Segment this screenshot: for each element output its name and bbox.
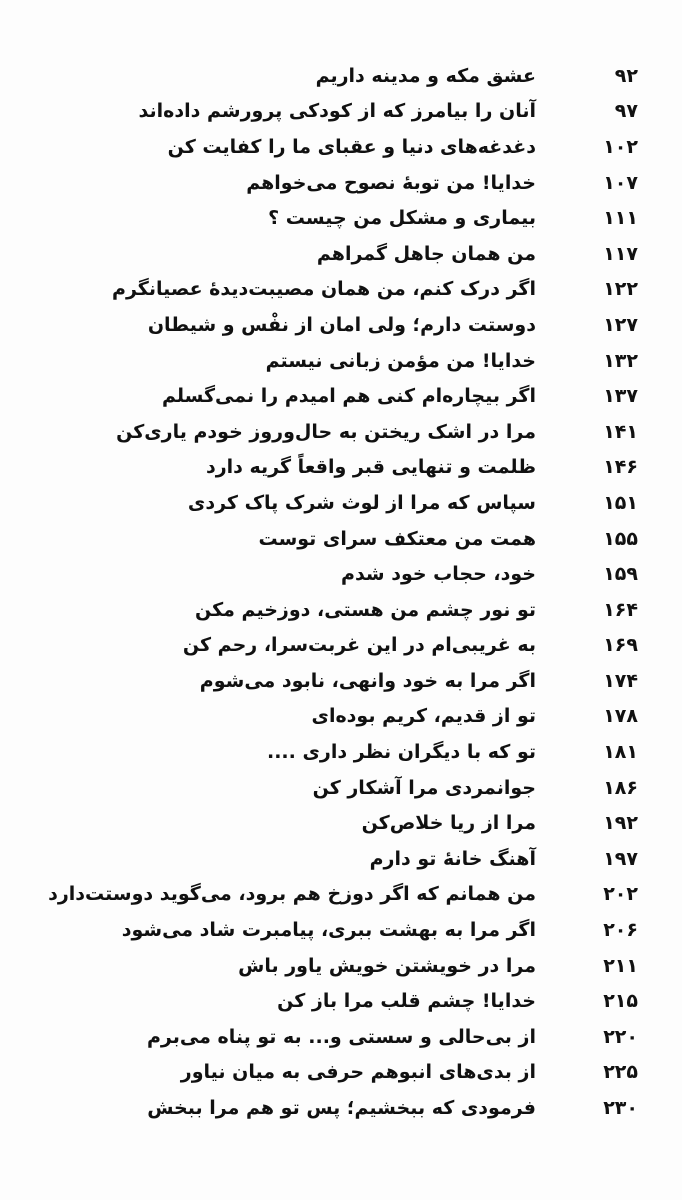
toc-entry <box>82 663 642 699</box>
toc-entry <box>82 236 642 272</box>
toc-page-number: ۱۷۸ <box>603 705 638 728</box>
toc-entry <box>82 841 642 877</box>
toc-page-number: ۱۰۲ <box>603 135 638 158</box>
toc-entry-title: دوستت دارم؛ ولی امان از نفْس و شیطان <box>147 313 536 336</box>
toc-page-number: ۱۳۷ <box>603 385 638 408</box>
toc-page-number: ۱۵۵ <box>603 527 638 550</box>
toc-entry <box>82 94 642 130</box>
toc-entry-title: اگر درک کنم، من همان مصیبت‌دیدهٔ عصیانگرم <box>112 278 536 301</box>
toc-page-number: ۱۵۱ <box>603 491 638 514</box>
toc-page-number: ۱۴۱ <box>603 420 638 443</box>
toc-page-number: ۱۶۹ <box>603 634 638 657</box>
toc-entry-title: مرا در اشک ریختن به حال‌وروز خودم یاری‌کن <box>116 420 536 443</box>
toc-page-number: ۲۰۶ <box>603 919 638 942</box>
toc-entry <box>82 165 642 201</box>
toc-page-number: ۱۲۷ <box>603 313 638 336</box>
toc-entry <box>82 556 642 592</box>
toc-entry-title: اگر بیچاره‌ام کنی هم امیدم را نمی‌گسلم <box>162 385 536 408</box>
toc-entry <box>82 307 642 343</box>
toc-entry-title: مرا در خویشتن خویش یاور باش <box>238 954 536 977</box>
toc-entry-title: تو که با دیگران نظر داری .... <box>266 741 536 764</box>
toc-entry <box>82 414 642 450</box>
toc-entry-title: از بدی‌های انبوهم حرفی به میان نیاور <box>180 1061 536 1084</box>
toc-entry <box>82 450 642 486</box>
toc-entry-title: از بی‌حالی و سستی و... به تو پناه می‌برم <box>147 1025 536 1048</box>
toc-entry-title: بیماری و مشکل من چیست ؟ <box>268 207 536 230</box>
toc-entry-title: اگر مرا به خود وانهی، نابود می‌شوم <box>199 669 536 692</box>
toc-entry <box>82 592 642 628</box>
toc-entry <box>82 1055 642 1091</box>
toc-entry-title: اگر مرا به بهشت ببری، پیامبرت شاد می‌شود <box>121 919 536 942</box>
toc-entry <box>82 129 642 165</box>
toc-entry-title: دغدغه‌های دنیا و عقبای ما را کفایت کن <box>167 135 536 158</box>
toc-entry <box>82 805 642 841</box>
toc-entry <box>82 983 642 1019</box>
toc-entry-title: سپاس که مرا از لوث شرک پاک کردی <box>187 491 536 514</box>
toc-page-number: ۹۷ <box>614 100 638 123</box>
toc-entry-title: من همانم که اگر دوزخ هم برود، می‌گوید دوستت‌دارد <box>48 883 536 906</box>
toc-page-number: ۲۲۰ <box>603 1025 638 1048</box>
toc-entry <box>82 58 642 94</box>
toc-entry <box>82 770 642 806</box>
toc-entry <box>82 699 642 735</box>
toc-page-number: ۱۲۲ <box>603 278 638 301</box>
toc-entry-title: عشق مکه و مدینه داریم <box>315 64 536 87</box>
toc-entry <box>82 343 642 379</box>
toc-entry-title: خود، حجاب خود شدم <box>341 563 536 586</box>
toc-entry-title: مرا از ریا خلاص‌کن <box>361 812 536 835</box>
toc-entry <box>82 912 642 948</box>
toc-entry-title: آنان را بیامرز که از کودکی پرورشم داده‌اند <box>138 100 536 123</box>
toc-entry <box>82 200 642 236</box>
toc-entry <box>82 378 642 414</box>
toc-entry <box>82 1090 642 1126</box>
toc-page-number: ۱۷۴ <box>603 669 638 692</box>
toc-page-number: ۱۰۷ <box>603 171 638 194</box>
toc-page-number: ۱۹۷ <box>603 847 638 870</box>
toc-page-number: ۲۱۱ <box>603 954 638 977</box>
toc-page-number: ۱۴۶ <box>603 456 638 479</box>
toc-page-number: ۱۸۱ <box>603 741 638 764</box>
toc-entry <box>82 521 642 557</box>
toc-entry-title: تو نور چشم من هستی، دوزخیم مکن <box>195 598 536 621</box>
toc-entry <box>82 628 642 664</box>
toc-page-number: ۲۲۵ <box>603 1061 638 1084</box>
toc-page-number: ۱۹۲ <box>603 812 638 835</box>
toc-entry-title: خدایا! من مؤمن زبانی نیستم <box>265 349 536 372</box>
toc-page-number: ۱۵۹ <box>603 563 638 586</box>
toc-entry-title: آهنگ خانهٔ تو دارم <box>369 847 536 870</box>
toc-entry-title: تو از قدیم، کریم بوده‌ای <box>311 705 536 728</box>
toc-page-number: ۱۸۶ <box>603 776 638 799</box>
toc-page-number: ۹۲ <box>614 64 638 87</box>
toc-page-number: ۱۱۷ <box>603 242 638 265</box>
toc-entry <box>82 734 642 770</box>
toc-entry <box>82 948 642 984</box>
toc-entry <box>82 485 642 521</box>
toc-entry-title: فرمودی که ببخشیم؛ پس تو هم مرا ببخش <box>147 1097 536 1120</box>
toc-page-number: ۱۱۱ <box>603 207 638 230</box>
toc-entry-title: ظلمت و تنهایی قبر واقعاً گریه دارد <box>205 456 536 479</box>
toc-entry <box>48 877 642 913</box>
toc-entry <box>82 1019 642 1055</box>
toc-entry-title: به غریبی‌ام در این غربت‌سرا، رحم کن <box>182 634 536 657</box>
toc-page-number: ۱۳۲ <box>603 349 638 372</box>
toc-page-number: ۲۰۲ <box>603 883 638 906</box>
toc-entry-title: جوانمردی مرا آشکار کن <box>312 776 536 799</box>
toc-entry-title: خدایا! من توبهٔ نصوح می‌خواهم <box>246 171 536 194</box>
toc-entry-title: همت من معتکف سرای توست <box>258 527 536 550</box>
toc-entry-title: خدایا! چشم قلب مرا باز کن <box>277 990 536 1013</box>
toc-page-number: ۲۱۵ <box>603 990 638 1013</box>
toc-entry-title: من همان جاهل گمراهم <box>316 242 536 265</box>
toc-entry <box>82 272 642 308</box>
toc-page-number: ۲۳۰ <box>603 1097 638 1120</box>
table-of-contents <box>48 58 642 1126</box>
toc-page-number: ۱۶۴ <box>603 598 638 621</box>
